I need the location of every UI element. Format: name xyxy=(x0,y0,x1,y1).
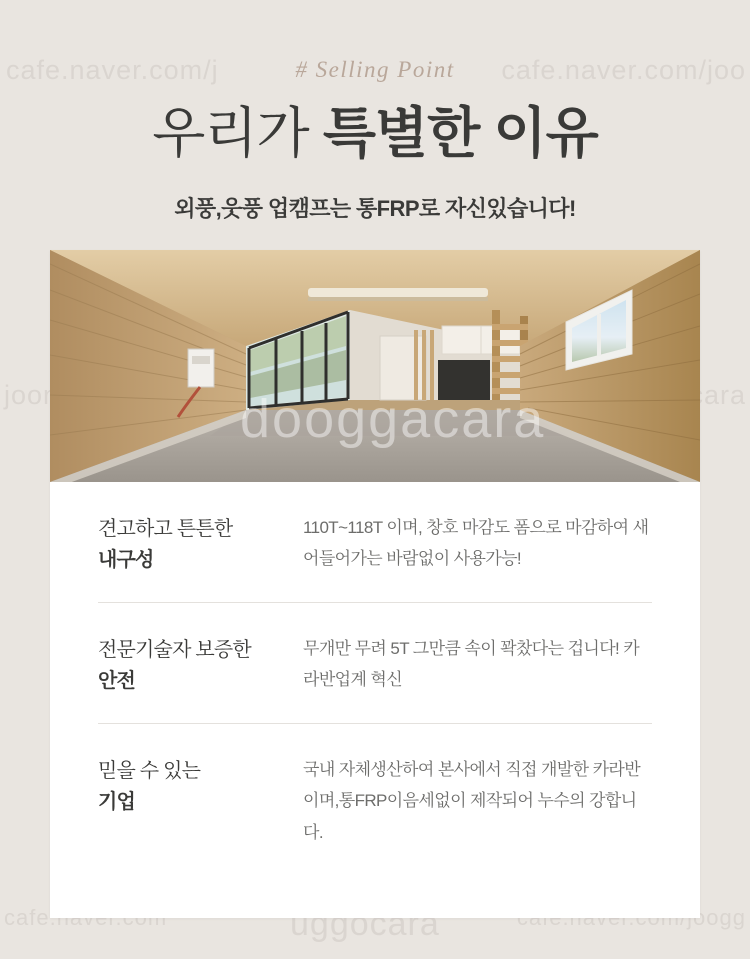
feature-title-line1: 견고하고 튼튼한 xyxy=(98,518,233,540)
feature-title-line2: 내구성 xyxy=(98,549,154,571)
watermark-top-left: cafe.naver.com/j xyxy=(6,55,219,85)
feature-row xyxy=(98,723,652,874)
watermark-photo-center: dooggacara xyxy=(240,389,546,449)
page-title-part2: 특별한 이유 xyxy=(322,102,598,164)
feature-title-line1: 전문기술자 보증한 xyxy=(98,639,251,661)
feature-title-line1: 믿을 수 있는 xyxy=(98,760,201,782)
page-subtitle: 외풍,웃풍 업캠프는 통FRP로 자신있습니다! xyxy=(174,195,576,221)
feature-title-line2: 안전 xyxy=(98,670,136,692)
feature-title-line2: 기업 xyxy=(98,791,136,813)
feature-description: 국내 자체생산하여 본사에서 직접 개발한 카라반이며,통FRP이음세없이 제작되어 누수의 강합니다. xyxy=(303,760,641,842)
page-title-part1: 우리가 xyxy=(152,102,323,164)
interior-photo xyxy=(50,250,700,482)
interior-photo-illustration xyxy=(50,250,700,482)
feature-description: 무개만 무려 5T 그만큼 속이 꽉찼다는 겁니다! 카라반업계 혁신 xyxy=(303,639,640,690)
feature-row xyxy=(98,602,652,723)
feature-title xyxy=(98,754,303,818)
feature-description: 110T~118T 이며, 창호 마감도 폼으로 마감하여 새어들어가는 바람없이 사용가능! xyxy=(303,518,649,569)
feature-list xyxy=(50,482,700,918)
watermark-top-right: cafe.naver.com/joo xyxy=(501,55,746,85)
feature-title xyxy=(98,633,303,697)
watermark-bottom-center: uggocara xyxy=(290,905,440,943)
eyebrow-label: # Selling Point xyxy=(295,57,455,82)
feature-card xyxy=(50,250,700,918)
page-title xyxy=(0,103,750,164)
feature-title xyxy=(98,512,303,576)
feature-row xyxy=(98,482,652,602)
